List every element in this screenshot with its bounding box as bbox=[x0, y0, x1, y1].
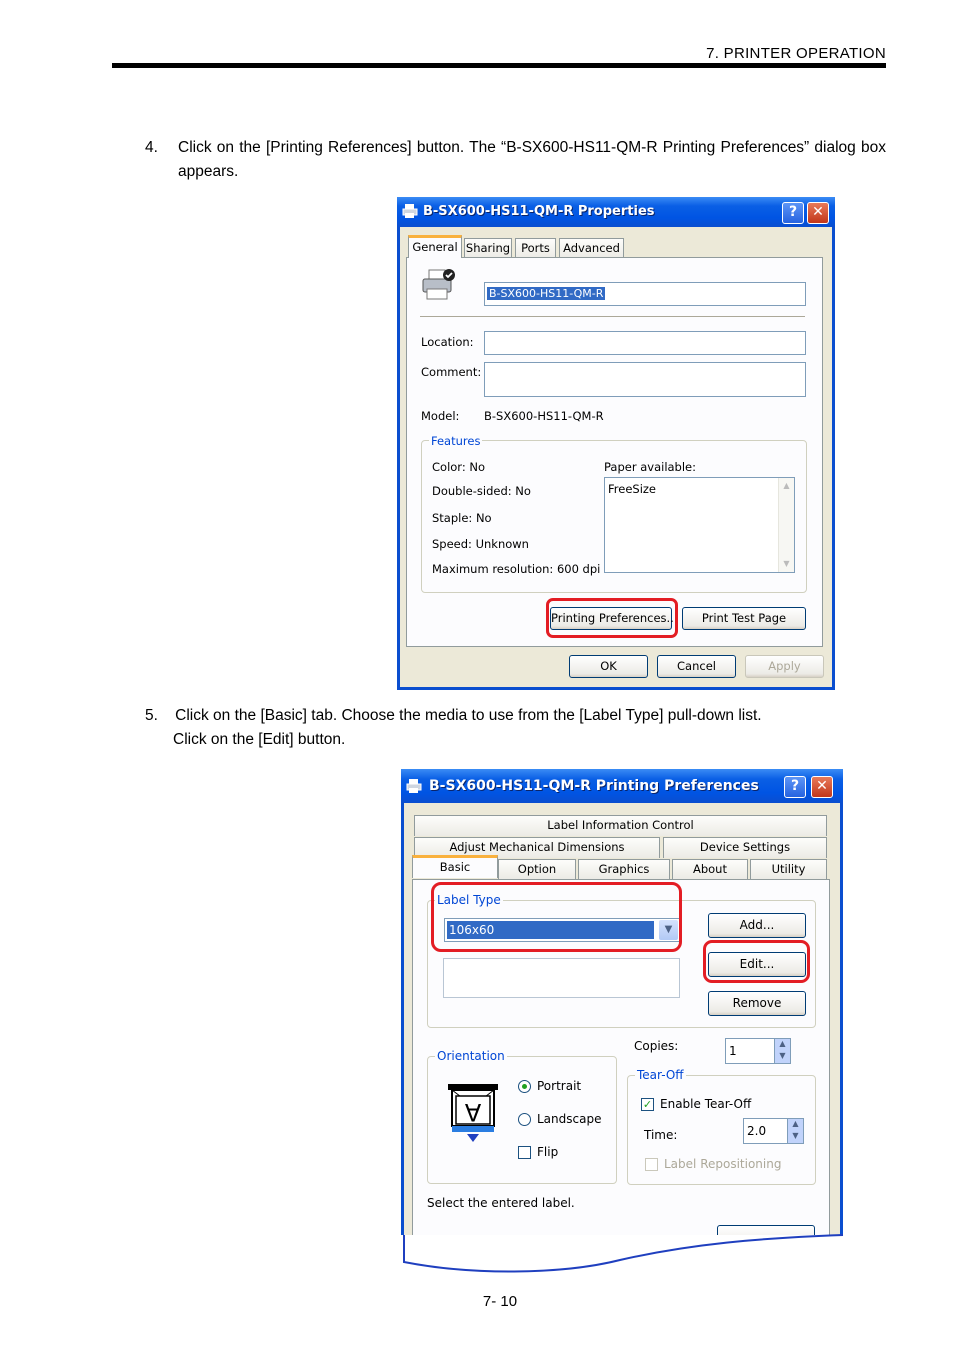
partial-button[interactable] bbox=[717, 1225, 815, 1235]
time-input[interactable] bbox=[743, 1118, 804, 1144]
enable-tear-off-label: Enable Tear-Off bbox=[660, 1097, 752, 1111]
time-spinner[interactable]: ▲ ▼ bbox=[787, 1119, 803, 1143]
cancel-button[interactable]: Cancel bbox=[657, 655, 736, 678]
general-panel bbox=[406, 257, 823, 647]
step-4 bbox=[145, 136, 886, 184]
label-type-title: Label Type bbox=[437, 893, 501, 907]
feature-speed: Speed: Unknown bbox=[432, 537, 529, 551]
printer-icon bbox=[406, 778, 422, 794]
landscape-radio[interactable] bbox=[518, 1113, 531, 1126]
page-number: 7- 10 bbox=[482, 1293, 518, 1310]
title-bar bbox=[401, 769, 843, 803]
svg-text:A: A bbox=[464, 1098, 482, 1126]
orientation-title: Orientation bbox=[437, 1049, 505, 1063]
portrait-radio[interactable] bbox=[518, 1080, 531, 1093]
remove-button[interactable]: Remove bbox=[708, 991, 806, 1016]
edit-button[interactable]: Edit... bbox=[708, 952, 806, 977]
tab-advanced[interactable]: Advanced bbox=[559, 238, 624, 258]
tab-about[interactable]: About bbox=[672, 859, 748, 879]
tab-sharing[interactable]: Sharing bbox=[464, 238, 512, 258]
help-icon[interactable]: ? bbox=[782, 202, 804, 224]
dialog-title: B-SX600-HS11-QM-R Properties bbox=[423, 204, 655, 219]
paper-list[interactable] bbox=[604, 477, 795, 573]
tab-adjust-mechanical-dimensions[interactable]: Adjust Mechanical Dimensions bbox=[414, 837, 660, 858]
ok-button[interactable]: OK bbox=[569, 655, 648, 678]
label-type-value: 106x60 bbox=[447, 921, 654, 939]
comment-input[interactable] bbox=[484, 362, 806, 397]
enable-tear-off-checkbox[interactable]: ✓ bbox=[642, 1098, 653, 1111]
separator bbox=[420, 316, 805, 317]
apply-button[interactable]: Apply bbox=[745, 655, 824, 678]
close-icon[interactable]: ✕ bbox=[811, 776, 833, 798]
feature-resolution: Maximum resolution: 600 dpi bbox=[432, 562, 601, 576]
print-test-page-button[interactable]: Print Test Page bbox=[682, 607, 806, 630]
model-label: Model: bbox=[421, 409, 460, 423]
dropdown-arrow-icon[interactable]: ▼ bbox=[659, 920, 678, 940]
printer-name-field[interactable] bbox=[484, 282, 806, 306]
tab-basic[interactable]: Basic bbox=[412, 855, 498, 878]
location-label: Location: bbox=[421, 335, 474, 349]
dialog-title: B-SX600-HS11-QM-R Printing Preferences bbox=[429, 778, 759, 794]
feature-color: Color: No bbox=[432, 460, 485, 474]
label-repositioning-label: Label Repositioning bbox=[664, 1157, 782, 1171]
copies-label: Copies: bbox=[634, 1039, 679, 1053]
time-label: Time: bbox=[644, 1128, 678, 1142]
flip-label: Flip bbox=[537, 1145, 559, 1159]
title-bar bbox=[397, 197, 835, 227]
close-icon[interactable]: ✕ bbox=[807, 202, 829, 224]
step-5-line-1 bbox=[145, 704, 886, 728]
feature-staple: Staple: No bbox=[432, 511, 492, 525]
time-value: 2.0 bbox=[747, 1124, 767, 1138]
features-title: Features bbox=[431, 434, 481, 448]
printer-name-value: B-SX600-HS11-QM-R bbox=[489, 287, 604, 300]
copies-value: 1 bbox=[729, 1044, 737, 1058]
step-text: Click on the [Basic] tab. Choose the media to use from the [Label Type] pull-down list. bbox=[175, 707, 762, 724]
copies-spinner[interactable]: ▲ ▼ bbox=[774, 1039, 790, 1063]
model-value: B-SX600-HS11-QM-R bbox=[484, 409, 604, 423]
printing-preferences-highlight bbox=[546, 598, 678, 638]
step-5-line-2: Click on the [Edit] button. bbox=[173, 731, 346, 748]
tab-label-information-control[interactable]: Label Information Control bbox=[414, 815, 827, 836]
help-icon[interactable]: ? bbox=[784, 776, 806, 798]
step-text: Click on the [Printing References] button. The “B-SX600-HS11-QM-R Printing Preferences” dialog box appears. bbox=[178, 139, 886, 180]
label-repositioning-checkbox[interactable] bbox=[645, 1158, 658, 1171]
status-text: Select the entered label. bbox=[427, 1196, 575, 1210]
section-header: 7. PRINTER OPERATION bbox=[706, 45, 886, 62]
comment-label: Comment: bbox=[421, 365, 482, 379]
header-rule bbox=[112, 63, 886, 68]
paper-available-label: Paper available: bbox=[604, 460, 697, 474]
paper-item[interactable]: FreeSize bbox=[608, 482, 657, 496]
tab-general[interactable]: General bbox=[408, 235, 462, 258]
step-number: 4. bbox=[145, 139, 158, 156]
tab-utility[interactable]: Utility bbox=[750, 859, 827, 879]
properties-dialog bbox=[397, 197, 835, 690]
feature-double-sided: Double-sided: No bbox=[432, 484, 531, 498]
add-button[interactable]: Add... bbox=[708, 913, 806, 938]
copies-input[interactable] bbox=[725, 1038, 791, 1064]
tab-device-settings[interactable]: Device Settings bbox=[663, 837, 827, 858]
label-description-box bbox=[443, 958, 680, 998]
orientation-preview-icon bbox=[446, 1076, 500, 1148]
step-number: 5. bbox=[145, 707, 158, 724]
tab-graphics[interactable]: Graphics bbox=[578, 859, 670, 879]
printing-preferences-dialog bbox=[401, 769, 843, 1235]
printing-preferences-button[interactable]: Printing Preferences... bbox=[550, 607, 672, 630]
location-input[interactable] bbox=[484, 331, 806, 355]
tab-ports[interactable]: Ports bbox=[515, 238, 556, 258]
tab-option[interactable]: Option bbox=[498, 859, 576, 879]
step-5 bbox=[145, 704, 886, 752]
printer-icon bbox=[421, 268, 457, 304]
portrait-label: Portrait bbox=[537, 1079, 582, 1093]
printer-icon bbox=[402, 203, 418, 219]
paper-list-scrollbar[interactable]: ▲ ▼ bbox=[778, 478, 794, 572]
landscape-label: Landscape bbox=[537, 1112, 602, 1126]
edit-button-highlight bbox=[703, 940, 810, 983]
label-type-highlight bbox=[431, 882, 682, 952]
tear-off-title: Tear-Off bbox=[637, 1068, 684, 1082]
flip-checkbox[interactable] bbox=[518, 1146, 531, 1159]
